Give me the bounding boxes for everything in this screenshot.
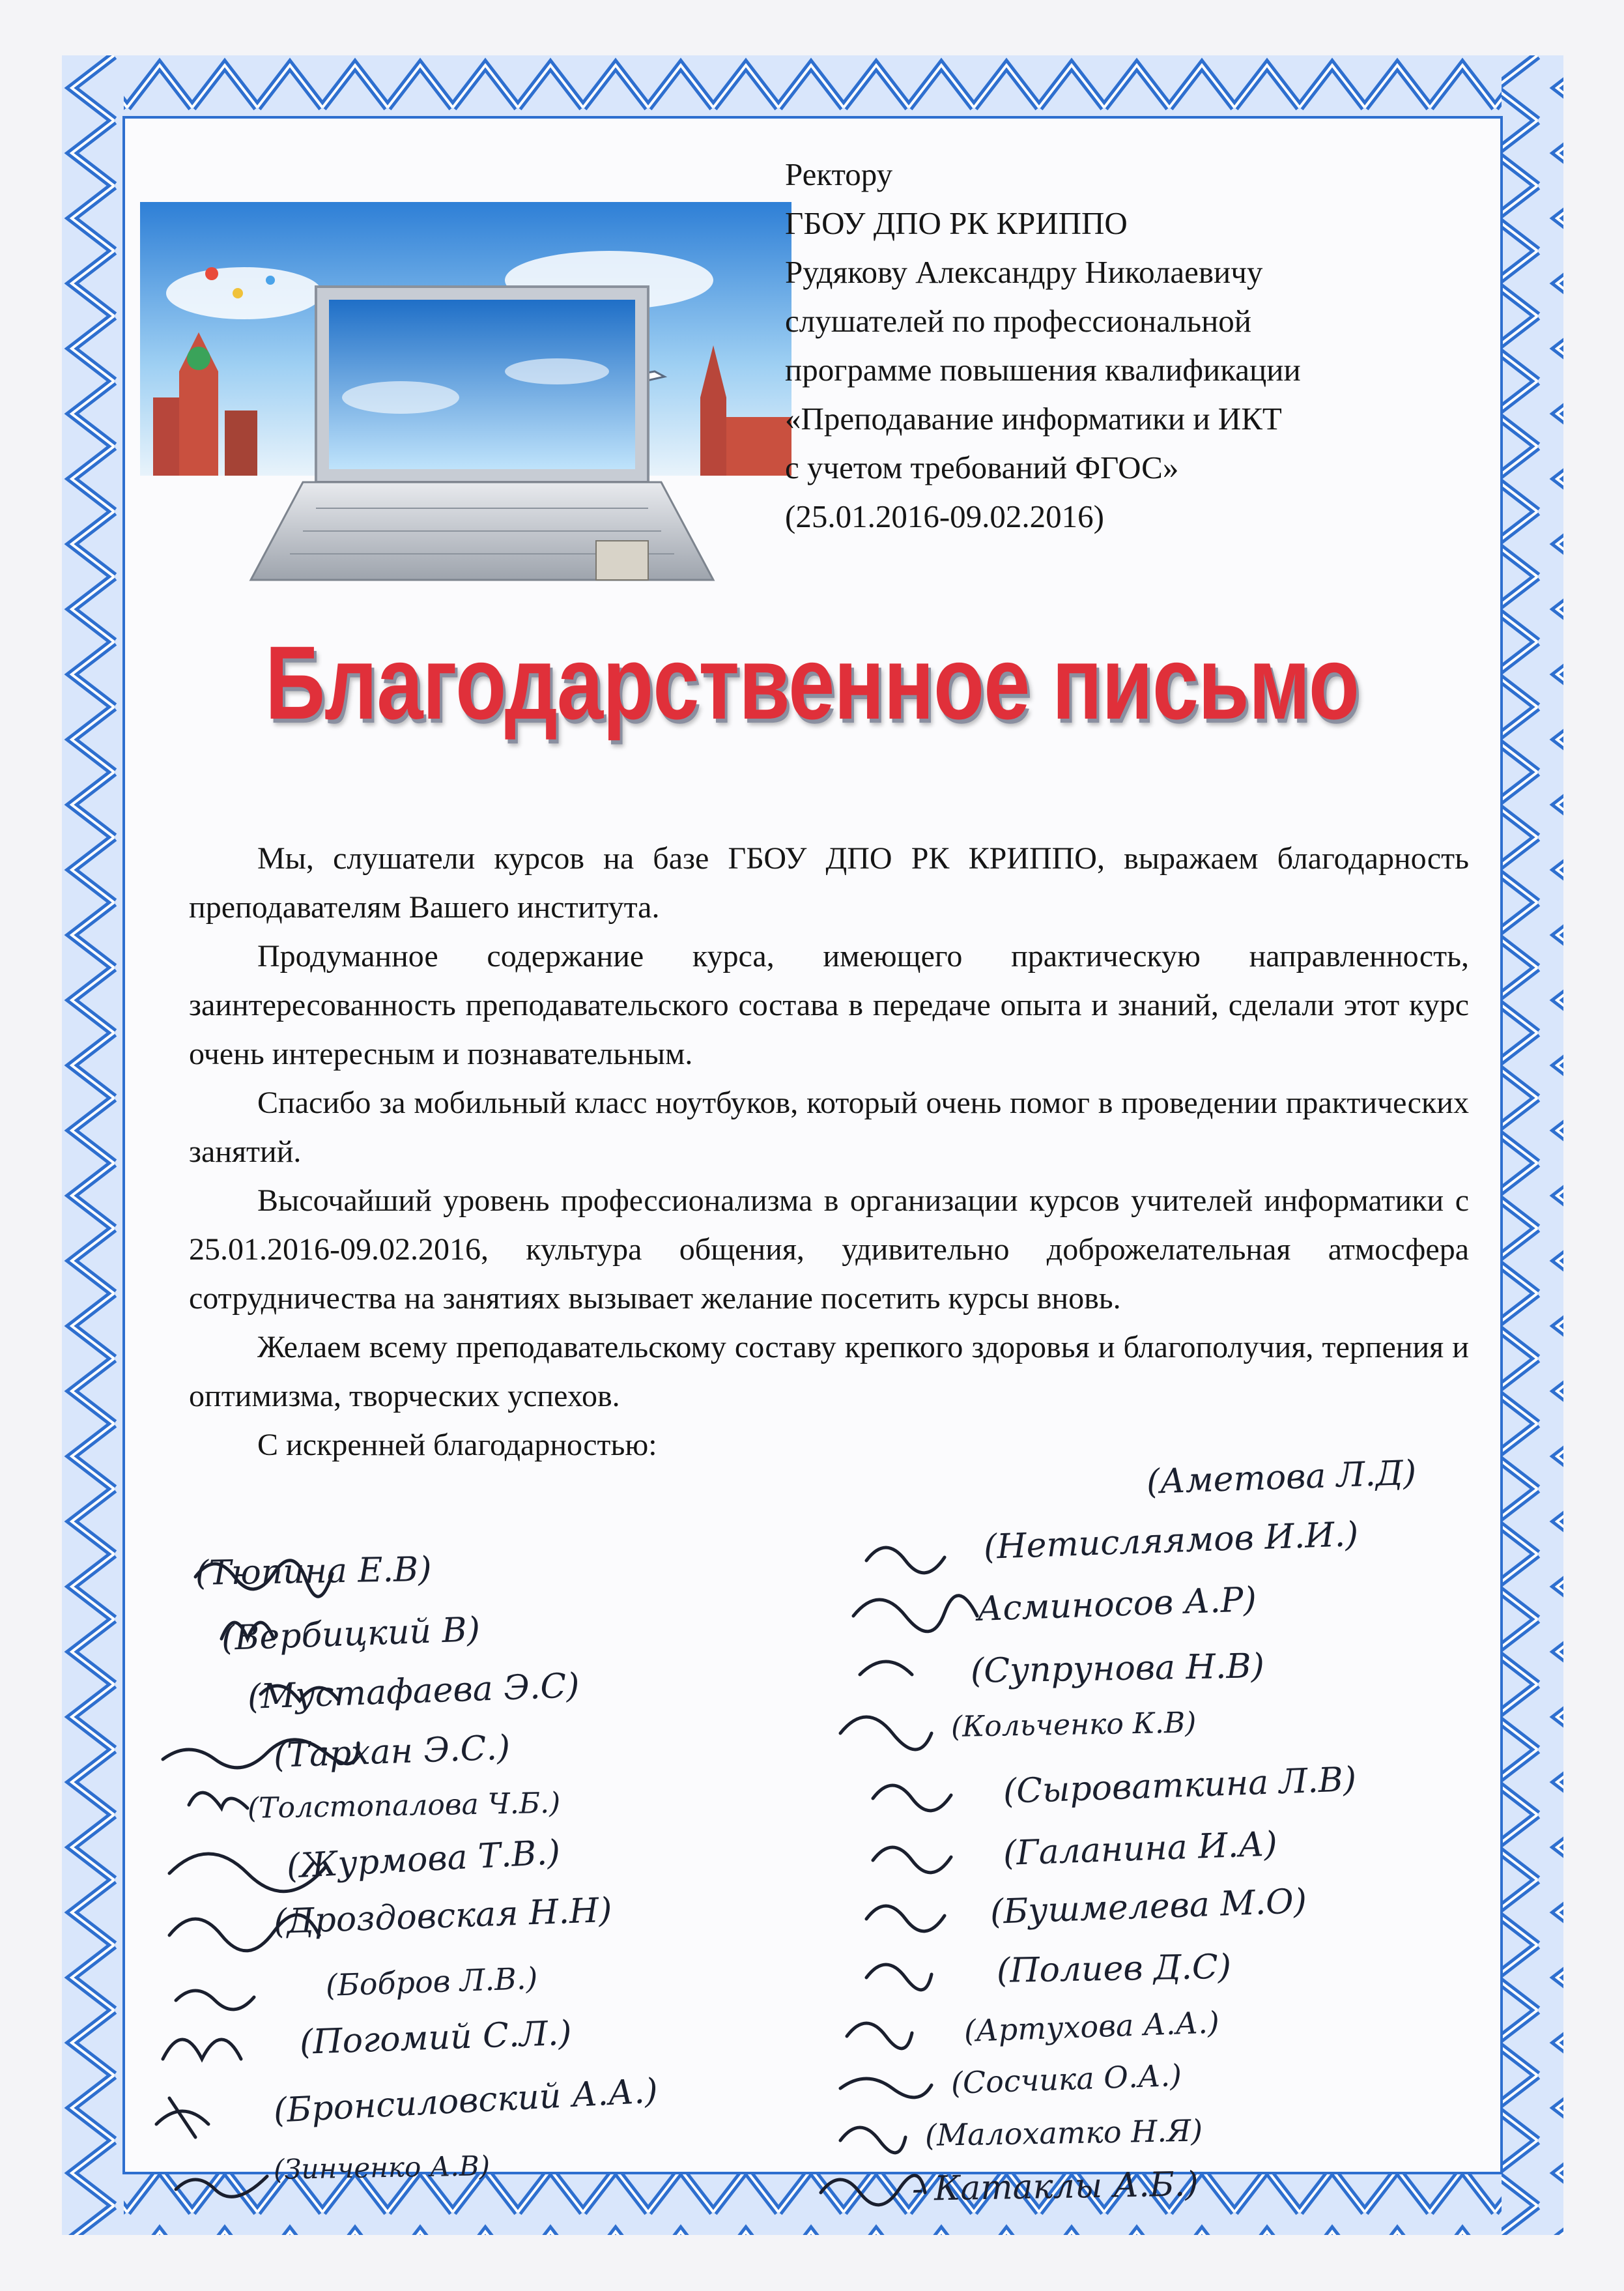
body-paragraph: Спасибо за мобильный класс ноутбуков, который очень помог в проведении практических занятий.	[189, 1086, 1469, 1169]
body-paragraph: Высочайший уровень профессионализма в организации курсов учителей информатики с 25.01.2016-09.02.2016, культура общения, удивительно доброжелательная атмосфера сотрудничества на занятиях вызывает желание посетить курсы вновь.	[189, 1183, 1469, 1316]
addressee-block	[785, 150, 1534, 541]
closing-line: С искренней благодарностью:	[257, 1428, 657, 1462]
body-paragraph: Продуманное содержание курса, имеющего практическую направленность, заинтересованность преподавательского состава в передаче опыта и знаний, сделали этот курс очень интересным и познавательным.	[189, 939, 1469, 1071]
signature-name: (Вербицкий В)	[220, 1610, 481, 1658]
letter-body	[189, 834, 1469, 1469]
address-line: с учетом требований ФГОС»	[785, 450, 1179, 485]
signature-name: (Погомий С.Л.)	[298, 2013, 573, 2062]
signature-name: (Мустафаева Э.С)	[246, 1666, 580, 1717]
signature-name: - Катаклы А.Б.)	[911, 2165, 1199, 2209]
signature-name: (Бронсиловский А.А.)	[272, 2071, 659, 2131]
body-paragraph: Мы, слушатели курсов на базе ГБОУ ДПО РК КРИППО, выражаем благодарность преподавателям Вашего института.	[189, 841, 1469, 925]
signature-name: (Кольченко К.В)	[950, 1706, 1197, 1744]
signature-name: (Полиев Д.С)	[996, 1947, 1232, 1991]
signature-name: (Галанина И.А)	[1002, 1824, 1278, 1873]
address-line: ГБОУ ДПО РК КРИППО	[785, 205, 1128, 241]
signature-name: (Журмова Т.В.)	[285, 1833, 562, 1886]
letter-title: Благодарственное письмо	[265, 625, 1359, 742]
signature-name: (Дроздовская Н.Н)	[272, 1890, 613, 1942]
signature-marks	[0, 1518, 1624, 2235]
signature-name: (Малохатко Н.Я)	[924, 2112, 1203, 2153]
body-paragraph: Желаем всему преподавательскому составу крепкого здоровья и благополучия, терпения и оптимизма, творческих успехов.	[189, 1330, 1469, 1413]
signature-name: (Артухова А.А.)	[963, 2004, 1220, 2049]
signature-name: (Аметова Л.Д)	[1145, 1453, 1417, 1502]
signatures-area	[0, 1453, 1624, 2235]
signature-name: (Супрунова Н.В)	[970, 1647, 1265, 1691]
signature-name: (Толстопалова Ч.Б.)	[247, 1786, 561, 1825]
address-line: Ректору	[785, 156, 893, 192]
signature-name: (Зинченко А.В)	[273, 2150, 491, 2185]
signature-name: (Тархан Э.С.)	[272, 1728, 511, 1776]
address-line: (25.01.2016-09.02.2016)	[785, 498, 1104, 534]
signature-name: (Бушмелева М.О)	[989, 1882, 1307, 1932]
address-line: «Преподавание информатики и ИКТ	[785, 401, 1282, 437]
address-line: слушателей по профессиональной	[785, 303, 1252, 339]
address-line: программе повышения квалификации	[785, 352, 1301, 388]
signature-name: Асминосов А.Р)	[976, 1580, 1257, 1629]
address-line: Рудякову Александру Николаевичу	[785, 254, 1263, 290]
signature-name: (Сыроваткина Л.В)	[1002, 1760, 1358, 1811]
laptop-illustration	[140, 202, 791, 593]
signature-name: (Тюпина Е.В)	[195, 1549, 432, 1593]
signature-name: (Бобров Л.В.)	[325, 1960, 539, 2003]
signature-name: (Сосчика О.А.)	[950, 2057, 1182, 2101]
signature-name: (Нетисляямов И.И.)	[982, 1514, 1360, 1567]
